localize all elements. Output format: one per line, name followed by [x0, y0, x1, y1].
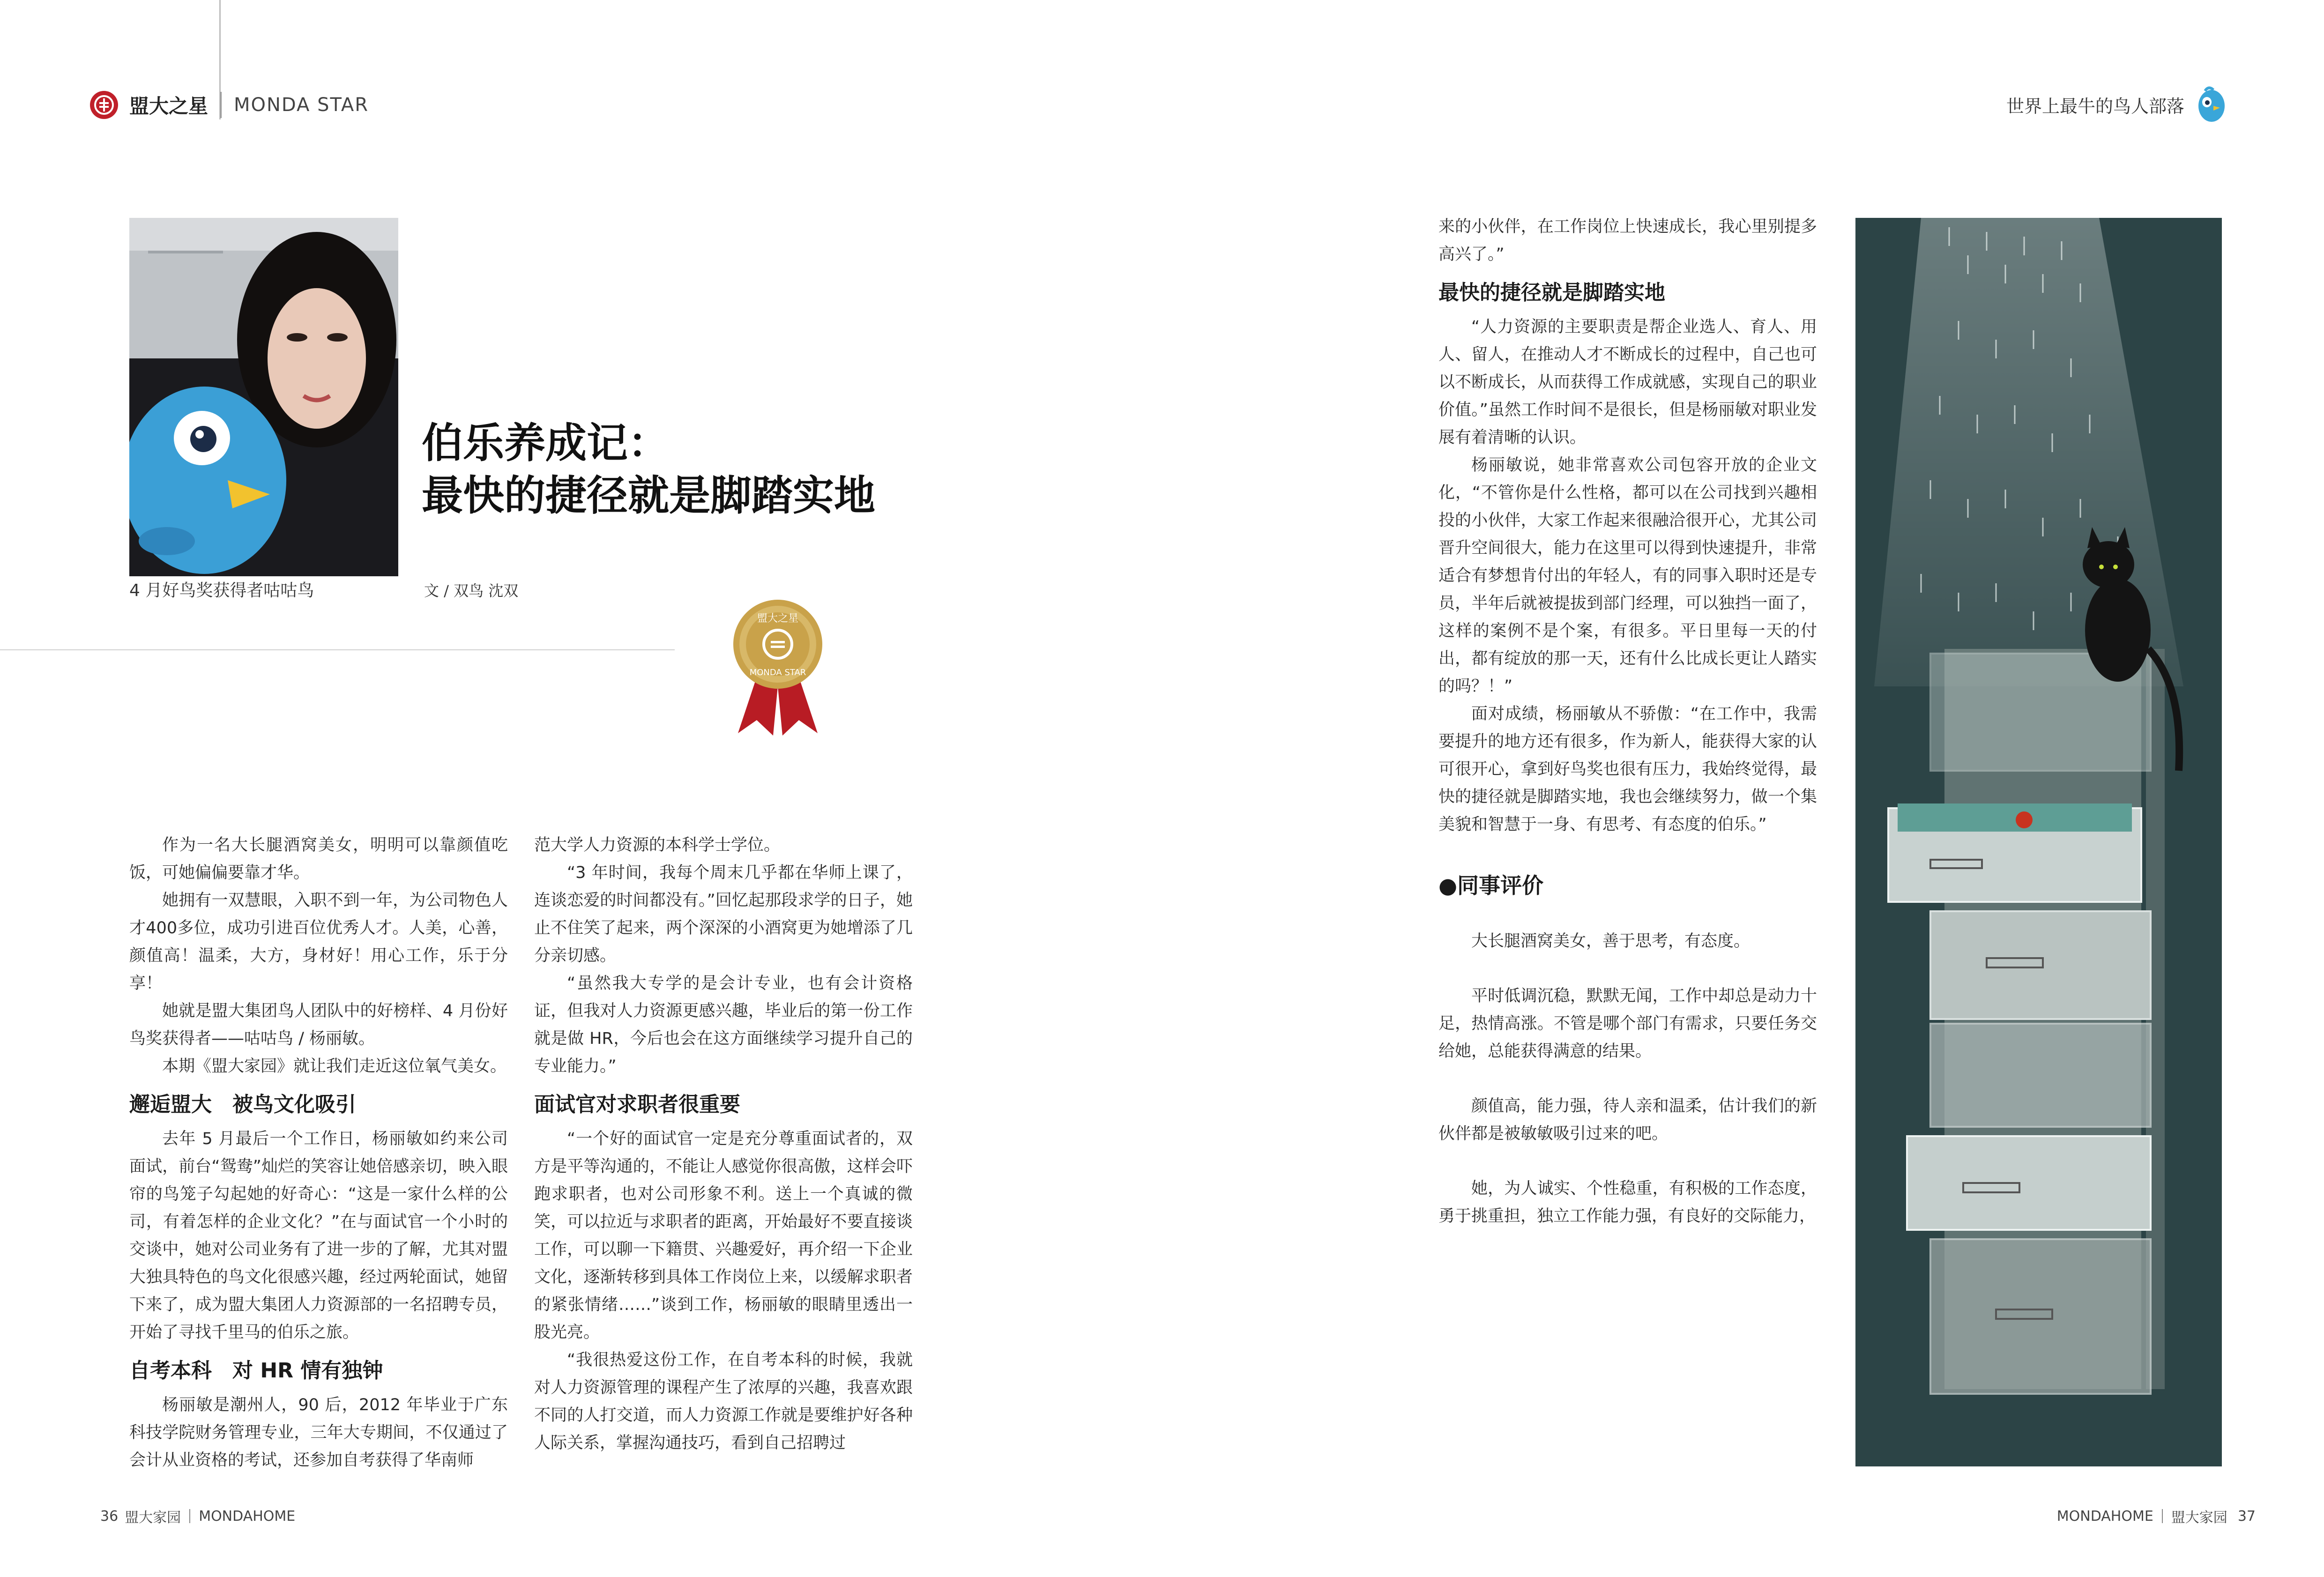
- header-slogan: 世界上最牛的鸟人部落: [2006, 96, 2184, 117]
- profile-photo: [129, 218, 398, 576]
- footer-divider-right: [2162, 1509, 2163, 1523]
- col3-paragraph: “人力资源的主要职责是帮企业选人、育人、用人、留人，在推动人才不断成长的过程中，自己也可以不断成长，从而获得工作成就感，实现自己的职业价值。”虽然工作时间不是很长，但是杨丽敏对职业发展有着清晰的认识。: [1438, 318, 1817, 447]
- col1-paragraph: 杨丽敏是潮州人，90 后，2012 年毕业于广东科技学院财务管理专业，三年大专期间，不仅通过了会计从业资格的考试，还参加自考获得了华南师: [129, 1396, 508, 1470]
- col2-paragraph: “3 年时间，我每个周末几乎都在华师上课了，连谈恋爱的时间都没有。”回忆起那段求学的日子，她止不住笑了起来，两个深深的小酒窝更为她增添了几分亲切感。: [534, 863, 913, 965]
- header-brand-cn: 盟大之星: [129, 95, 209, 118]
- col3-paragraph: 面对成绩，杨丽敏从不骄傲：“在工作中，我需要提升的地方还有很多，作为新人，能获得大家的认可很开心，拿到好鸟奖也很有压力，我始终觉得，最快的捷径就是脚踏实地，我也会继续努力，做一个集美貌和智慧于一身、有思考、有态度的伯乐。”: [1438, 705, 1817, 834]
- col1-paragraph: 本期《盟大家园》就让我们走近这位氧气美女。: [162, 1057, 507, 1076]
- byline: 文 / 双鸟 沈双: [424, 582, 519, 600]
- article-title-line1: 伯乐养成记：: [422, 419, 670, 467]
- col1-paragraph: 她拥有一双慧眼，入职不到一年，为公司物色人才400多位，成功引进百位优秀人才。人美，心善，颜值高！温柔，大方，身材好！用心工作，乐于分享！: [129, 891, 508, 993]
- colleague-review: 她，为人诚实、个性稳重，有积极的工作态度，勇于挑重担，独立工作能力强，有良好的交际能力，: [1438, 1179, 1817, 1226]
- footer-right: [2057, 1506, 2256, 1526]
- photo-caption: 4 月好鸟奖获得者咕咕鸟: [129, 581, 314, 600]
- column-3: [1438, 213, 1817, 1230]
- col2-paragraph: “我很热爱这份工作，在自考本科的时候，我就对人力资源管理的课程产生了浓厚的兴趣，我喜欢跟不同的人打交道，而人力资源工作就是要维护好各种人际关系，掌握沟通技巧，看到自己招聘过: [534, 1351, 913, 1452]
- col1-paragraph: 去年 5 月最后一个工作日，杨丽敏如约来公司面试，前台“鸳鸯”灿烂的笑容让她倍感亲切，映入眼帘的鸟笼子勾起她的好奇心：“这是一家什么样的公司，有着怎样的企业文化？”在与面试官一个小时的交谈中，她对公司业务有了进一步的了解，尤其对盟大独具特色的鸟文化很感兴趣，经过两轮面试，她留下来了，成为盟大集团人力资源部的一名招聘专员，开始了寻找千里马的伯乐之旅。: [129, 1130, 508, 1342]
- col3-paragraph: 杨丽敏说，她非常喜欢公司包容开放的企业文化，“不管你是什么性格，都可以在公司找到兴趣相投的小伙伴，大家工作起来很融洽很开心，尤其公司晋升空间很大，能力在这里可以得到快速提升，非常适合有梦想肯付出的年轻人，有的同事入职时还是专员，半年后就被提拔到部门经理，可以独挡一面了，这样的案例不是个案，有很多。平日里每一天的付出，都有绽放的那一天，还有什么比成长更让人踏实的吗？！”: [1438, 456, 1817, 696]
- col1-paragraph: 作为一名大长腿酒窝美女，明明可以靠颜值吃饭，可她偏偏要靠才华。: [129, 836, 508, 882]
- col2-paragraph: 范大学人力资源的本科学士学位。: [534, 836, 781, 855]
- illustration-filing-cabinet-cat: [1855, 218, 2222, 1466]
- section-divider: [0, 649, 675, 650]
- col3-subheading: 最快的捷径就是脚踏实地: [1438, 281, 1665, 305]
- footer-magazine-en-left: MONDAHOME: [199, 1508, 296, 1525]
- footer-page-number-left: 36: [100, 1508, 119, 1525]
- article-title-line2: 最快的捷径就是脚踏实地: [422, 471, 876, 520]
- header-left: [89, 88, 369, 122]
- footer-divider-left: [189, 1509, 190, 1523]
- column-2: [534, 832, 913, 1457]
- col3-paragraph: 来的小伙伴，在工作岗位上快速成长，我心里别提多高兴了。”: [1438, 217, 1817, 264]
- footer-left: [100, 1506, 295, 1526]
- badge-ring-text: MONDA STAR: [749, 668, 806, 677]
- column-1: [129, 832, 508, 1474]
- header-brand-en: MONDA STAR: [234, 94, 369, 116]
- footer-magazine-en-right: MONDAHOME: [2056, 1508, 2153, 1525]
- footer-magazine-name-left: 盟大家园: [125, 1510, 181, 1526]
- monda-logo-icon: [89, 90, 119, 120]
- colleague-review: 颜值高，能力强，待人亲和温柔，估计我们的新伙伴都是被敏敏吸引过来的吧。: [1438, 1097, 1817, 1143]
- col2-subheading: 面试官对求职者很重要: [534, 1093, 740, 1116]
- header-divider: [220, 92, 222, 118]
- colleague-review: 大长腿酒窝美女，善于思考，有态度。: [1471, 932, 1750, 951]
- col1-subheading: 自考本科 对 HR 情有独钟: [129, 1359, 383, 1383]
- footer-page-number-right: 37: [2237, 1508, 2256, 1525]
- col2-paragraph: “虽然我大专学的是会计专业，也有会计资格证，但我对人力资源更感兴趣，毕业后的第一份工作就是做 HR，今后也会在这方面继续学习提升自己的专业能力。”: [534, 974, 913, 1076]
- header-right: [2006, 84, 2230, 125]
- col2-paragraph: “一个好的面试官一定是充分尊重面试者的，双方是平等沟通的，不能让人感觉你很高傲，这样会吓跑求职者，也对公司形象不利。送上一个真诚的微笑，可以拉近与求职者的距离，开始最好不要直接谈工作，可以聊一下籍贯、兴趣爱好，再介绍一下企业文化，逐渐转移到具体工作岗位上来，以缓解求职者的紧张情绪……”谈到工作，杨丽敏的眼睛里透出一股光亮。: [534, 1130, 913, 1342]
- badge-top-text: 盟大之星: [757, 613, 798, 625]
- footer-magazine-name-right: 盟大家园: [2171, 1510, 2227, 1526]
- bird-mascot-icon: [2193, 84, 2230, 125]
- monda-star-badge: [729, 597, 827, 738]
- article-title: [422, 417, 875, 522]
- colleague-review: 平时低调沉稳，默默无闻，工作中却总是动力十足，热情高涨。不管是哪个部门有需求，只要任务交给她，总能获得满意的结果。: [1438, 987, 1817, 1061]
- col3-section-heading: ●同事评价: [1438, 873, 1544, 898]
- col1-subheading: 邂逅盟大 被鸟文化吸引: [129, 1093, 356, 1116]
- col1-paragraph: 她就是盟大集团鸟人团队中的好榜样、4 月份好鸟奖获得者——咕咕鸟 / 杨丽敏。: [129, 1002, 508, 1048]
